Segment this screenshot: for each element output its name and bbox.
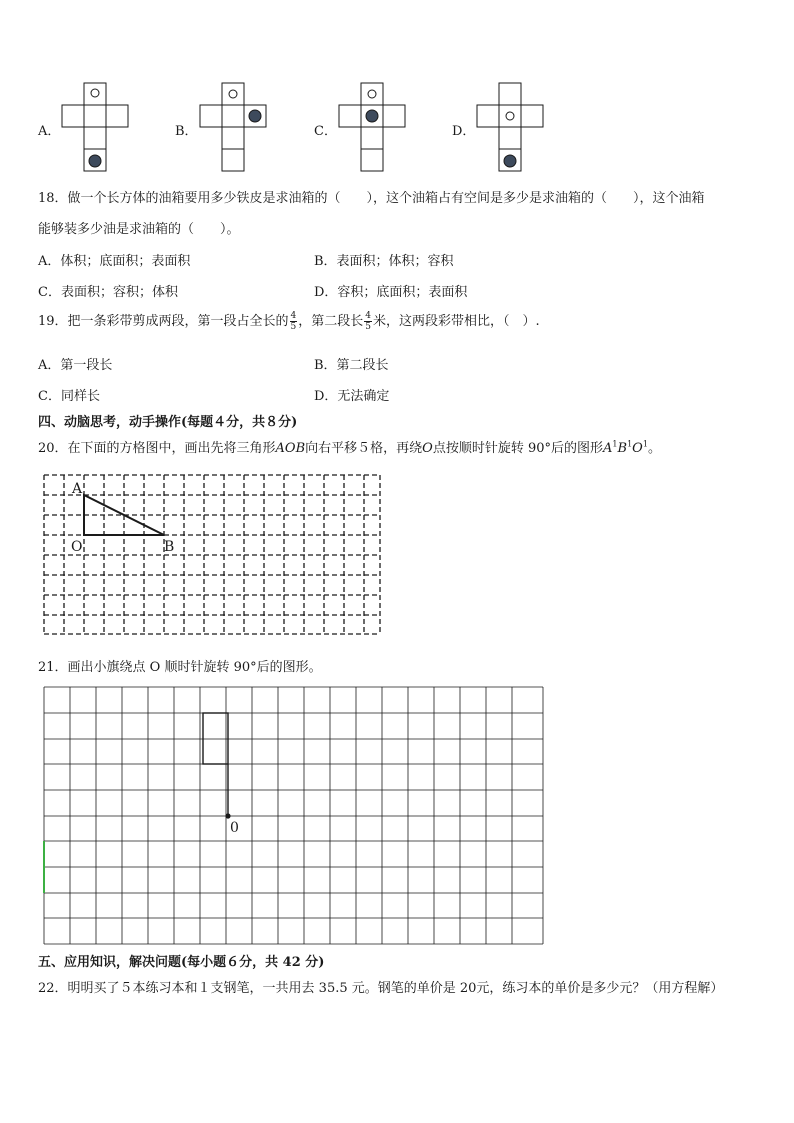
empty-dot	[506, 112, 514, 120]
flag-banner	[203, 713, 228, 764]
cube-net-d	[475, 80, 551, 175]
q21-label-o: 0	[230, 820, 239, 836]
q19-option-a: A．第一段长	[38, 358, 113, 373]
q20-part-2: 向右平移５格，再绕	[305, 441, 423, 456]
q19-fraction-2-denominator: 5	[365, 322, 372, 332]
q18-line-1: 18．做一个长方体的油箱要用多少铁皮是求油箱的（ ），这个油箱占有空间是多少是求油箱的（ ），这个油箱	[38, 191, 705, 206]
q20-part-3: 点按顺时针旋转 90°后的图形	[432, 441, 604, 456]
q19-fraction-1-denominator: 5	[290, 322, 297, 332]
q17-option-a-label: A．	[38, 124, 61, 139]
flag	[203, 713, 231, 819]
cube-net-a	[60, 80, 136, 175]
filled-dot	[89, 155, 101, 167]
empty-dot	[229, 90, 237, 98]
q20-triangle-name: AOB	[275, 441, 306, 456]
q20-result-b: B	[617, 441, 628, 456]
empty-dot	[91, 89, 99, 97]
q20-dashed-grid	[40, 472, 384, 638]
q20-stem	[38, 437, 661, 456]
q22-stem: 22．明明买了５本练习本和１支钢笔，一共用去 35.5 元。钢笔的单价是 20元，练习本的单价是多少元？（用方程解）	[38, 981, 724, 996]
point-o	[225, 813, 230, 818]
q21-stem: 21．画出小旗绕点 O 顺时针旋转 90°后的图形。	[38, 660, 322, 675]
q20-label-a: A	[72, 481, 83, 497]
q20-point: O	[422, 441, 433, 456]
section-4-title: 四、动脑思考，动手操作(每题４分，共８分)	[38, 415, 298, 430]
q19-option-b: B．第二段长	[314, 358, 389, 373]
empty-dot	[368, 90, 376, 98]
q19-part-1: 19．把一条彩带剪成两段，第一段占全长的	[38, 314, 289, 329]
q18-line-2: 能够装多少油是求油箱的（ ）。	[38, 222, 240, 237]
q19-fraction-1	[290, 311, 298, 332]
q20-part-1: 20．在下面的方格图中，画出先将三角形	[38, 441, 276, 456]
q18-option-d: D．容积；底面积；表面积	[314, 285, 468, 300]
q20-sup-b: 1	[627, 439, 633, 449]
cube-net-c	[337, 80, 413, 175]
q19-option-d: D．无法确定	[314, 389, 390, 404]
q20-result-a: A	[603, 441, 613, 456]
q19-stem	[38, 310, 540, 332]
q19-fraction-2	[364, 311, 372, 332]
q20-sup-o: 1	[642, 439, 648, 449]
q20-label-b: B	[164, 539, 175, 555]
q17-option-c-label: C．	[314, 124, 337, 139]
filled-dot	[504, 155, 516, 167]
q19-part-2: ，第二段长	[298, 314, 364, 329]
q18-option-b: B．表面积；体积；容积	[314, 254, 454, 269]
q18-option-a: A．体积；底面积；表面积	[38, 254, 191, 269]
q19-option-c: C．同样长	[38, 389, 100, 404]
q19-fraction-2-numerator: 4	[365, 311, 372, 321]
q20-sup-a: 1	[612, 439, 618, 449]
section-5-title: 五、应用知识，解决问题(每小题６分，共 42 分)	[38, 955, 325, 970]
filled-dot	[249, 110, 261, 122]
q20-end: 。	[647, 441, 661, 456]
q19-part-3: 米，这两段彩带相比，（ ）.	[373, 314, 540, 329]
cube-net-b	[198, 80, 274, 175]
q20-result-o: O	[632, 441, 643, 456]
filled-dot	[366, 110, 378, 122]
q19-fraction-1-numerator: 4	[290, 311, 297, 321]
q17-option-d-label: D．	[452, 124, 476, 139]
q21-grid	[40, 684, 548, 948]
q18-option-c: C．表面积；容积；体积	[38, 285, 178, 300]
q17-option-b-label: B．	[175, 124, 198, 139]
q20-label-o: O	[71, 539, 83, 555]
